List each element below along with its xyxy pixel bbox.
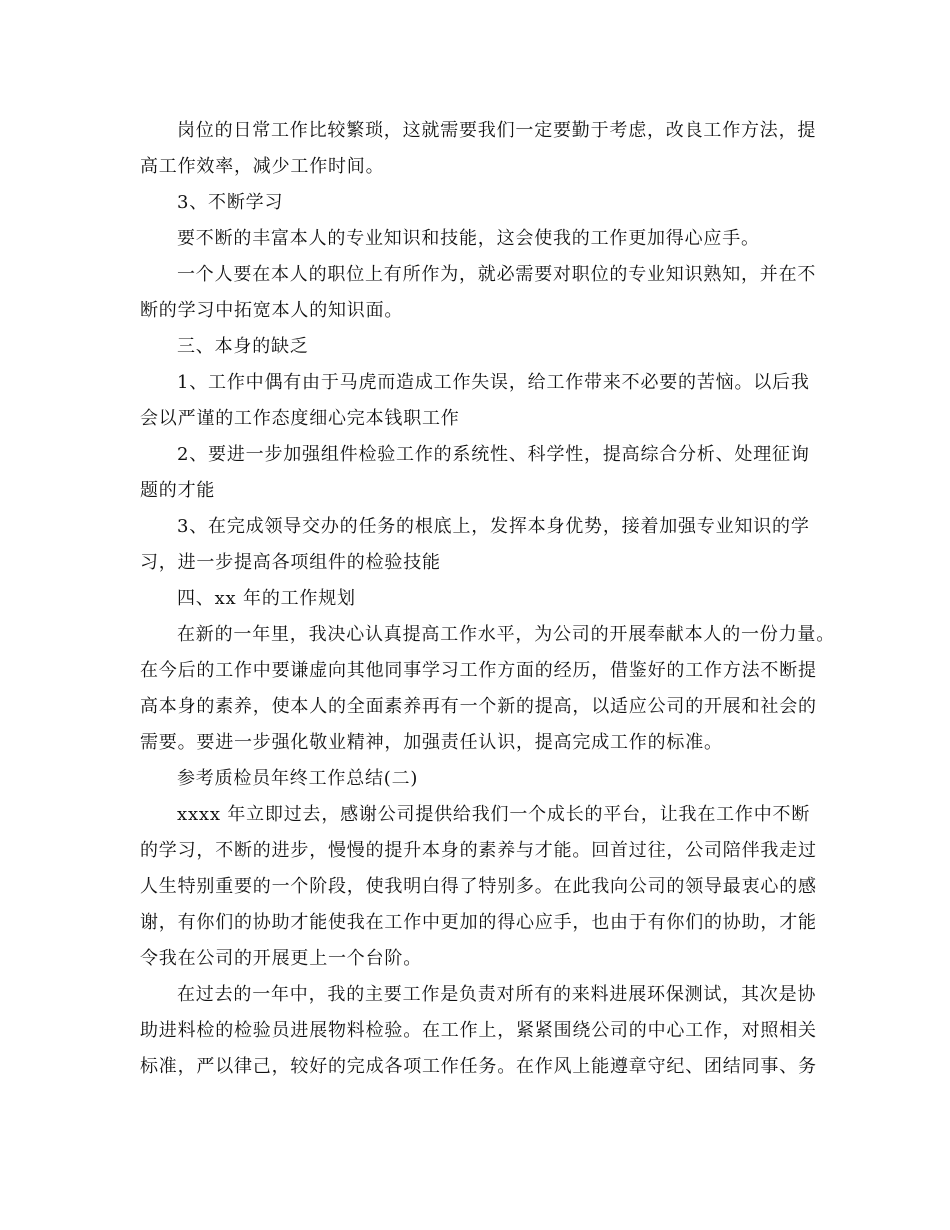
paragraph-line: 在新的一年里，我决心认真提高工作水平，为公司的开展奉献本人的一份力量。 [177,624,835,645]
paragraph-line: 题的才能 [140,480,216,501]
paragraph-line: xxxx 年立即过去，感谢公司提供给我们一个成长的平台，让我在工作中不断 [177,804,811,825]
document-subtitle: 参考质检员年终工作总结(二) [177,768,419,789]
paragraph-line: 令我在公司的开展更上一个台阶。 [140,948,422,969]
paragraph-line: 岗位的日常工作比较繁琐，这就需要我们一定要勤于考虑，改良工作方法，提 [177,120,817,141]
paragraph-line: 一个人要在本人的职位上有所作为，就必需要对职位的专业知识熟知，并在不 [177,264,817,285]
section-heading: 三、本身的缺乏 [177,336,309,357]
paragraph-line: 标准，严以律己，较好的完成各项工作任务。在作风上能遵章守纪、团结同事、务 [140,1056,817,1077]
paragraph-line: 1、工作中偶有由于马虎而造成工作失误，给工作带来不必要的苦恼。以后我 [177,372,810,393]
paragraph-line: 断的学习中拓宽本人的知识面。 [140,300,404,321]
paragraph-line: 高工作效率，减少工作时间。 [140,156,385,177]
paragraph-line: 在过去的一年中，我的主要工作是负责对所有的来料进展环保测试，其次是协 [177,984,817,1005]
paragraph-line: 习，进一步提高各项组件的检验技能 [140,552,441,573]
paragraph-line: 高本身的素养，使本人的全面素养再有一个新的提高，以适应公司的开展和社会的 [140,696,817,717]
paragraph-line: 的学习，不断的进步，慢慢的提升本身的素养与才能。回首过往，公司陪伴我走过 [140,840,817,861]
paragraph-line: 3、在完成领导交办的任务的根底上，发挥本身优势，接着加强专业知识的学 [177,516,810,537]
section-heading: 四、xx 年的工作规划 [177,588,356,609]
paragraph-line: 会以严谨的工作态度细心完本钱职工作 [140,408,460,429]
paragraph-line: 谢，有你们的协助才能使我在工作中更加的得心应手，也由于有你们的协助，才能 [140,912,817,933]
paragraph-line: 需要。要进一步强化敬业精神，加强责任认识，提高完成工作的标准。 [140,732,723,753]
paragraph-line: 要不断的丰富本人的专业知识和技能，这会使我的工作更加得心应手。 [177,228,760,249]
paragraph-line: 助进料检的检验员进展物料检验。在工作上，紧紧围绕公司的中心工作，对照相关 [140,1020,817,1041]
paragraph-line: 人生特别重要的一个阶段，使我明白得了特别多。在此我向公司的领导最衷心的感 [140,876,817,897]
paragraph-line: 在今后的工作中要谦虚向其他同事学习工作方面的经历，借鉴好的工作方法不断提 [140,660,817,681]
paragraph-line: 2、要进一步加强组件检验工作的系统性、科学性，提高综合分析、处理征询 [177,444,810,465]
section-heading: 3、不断学习 [177,192,284,213]
